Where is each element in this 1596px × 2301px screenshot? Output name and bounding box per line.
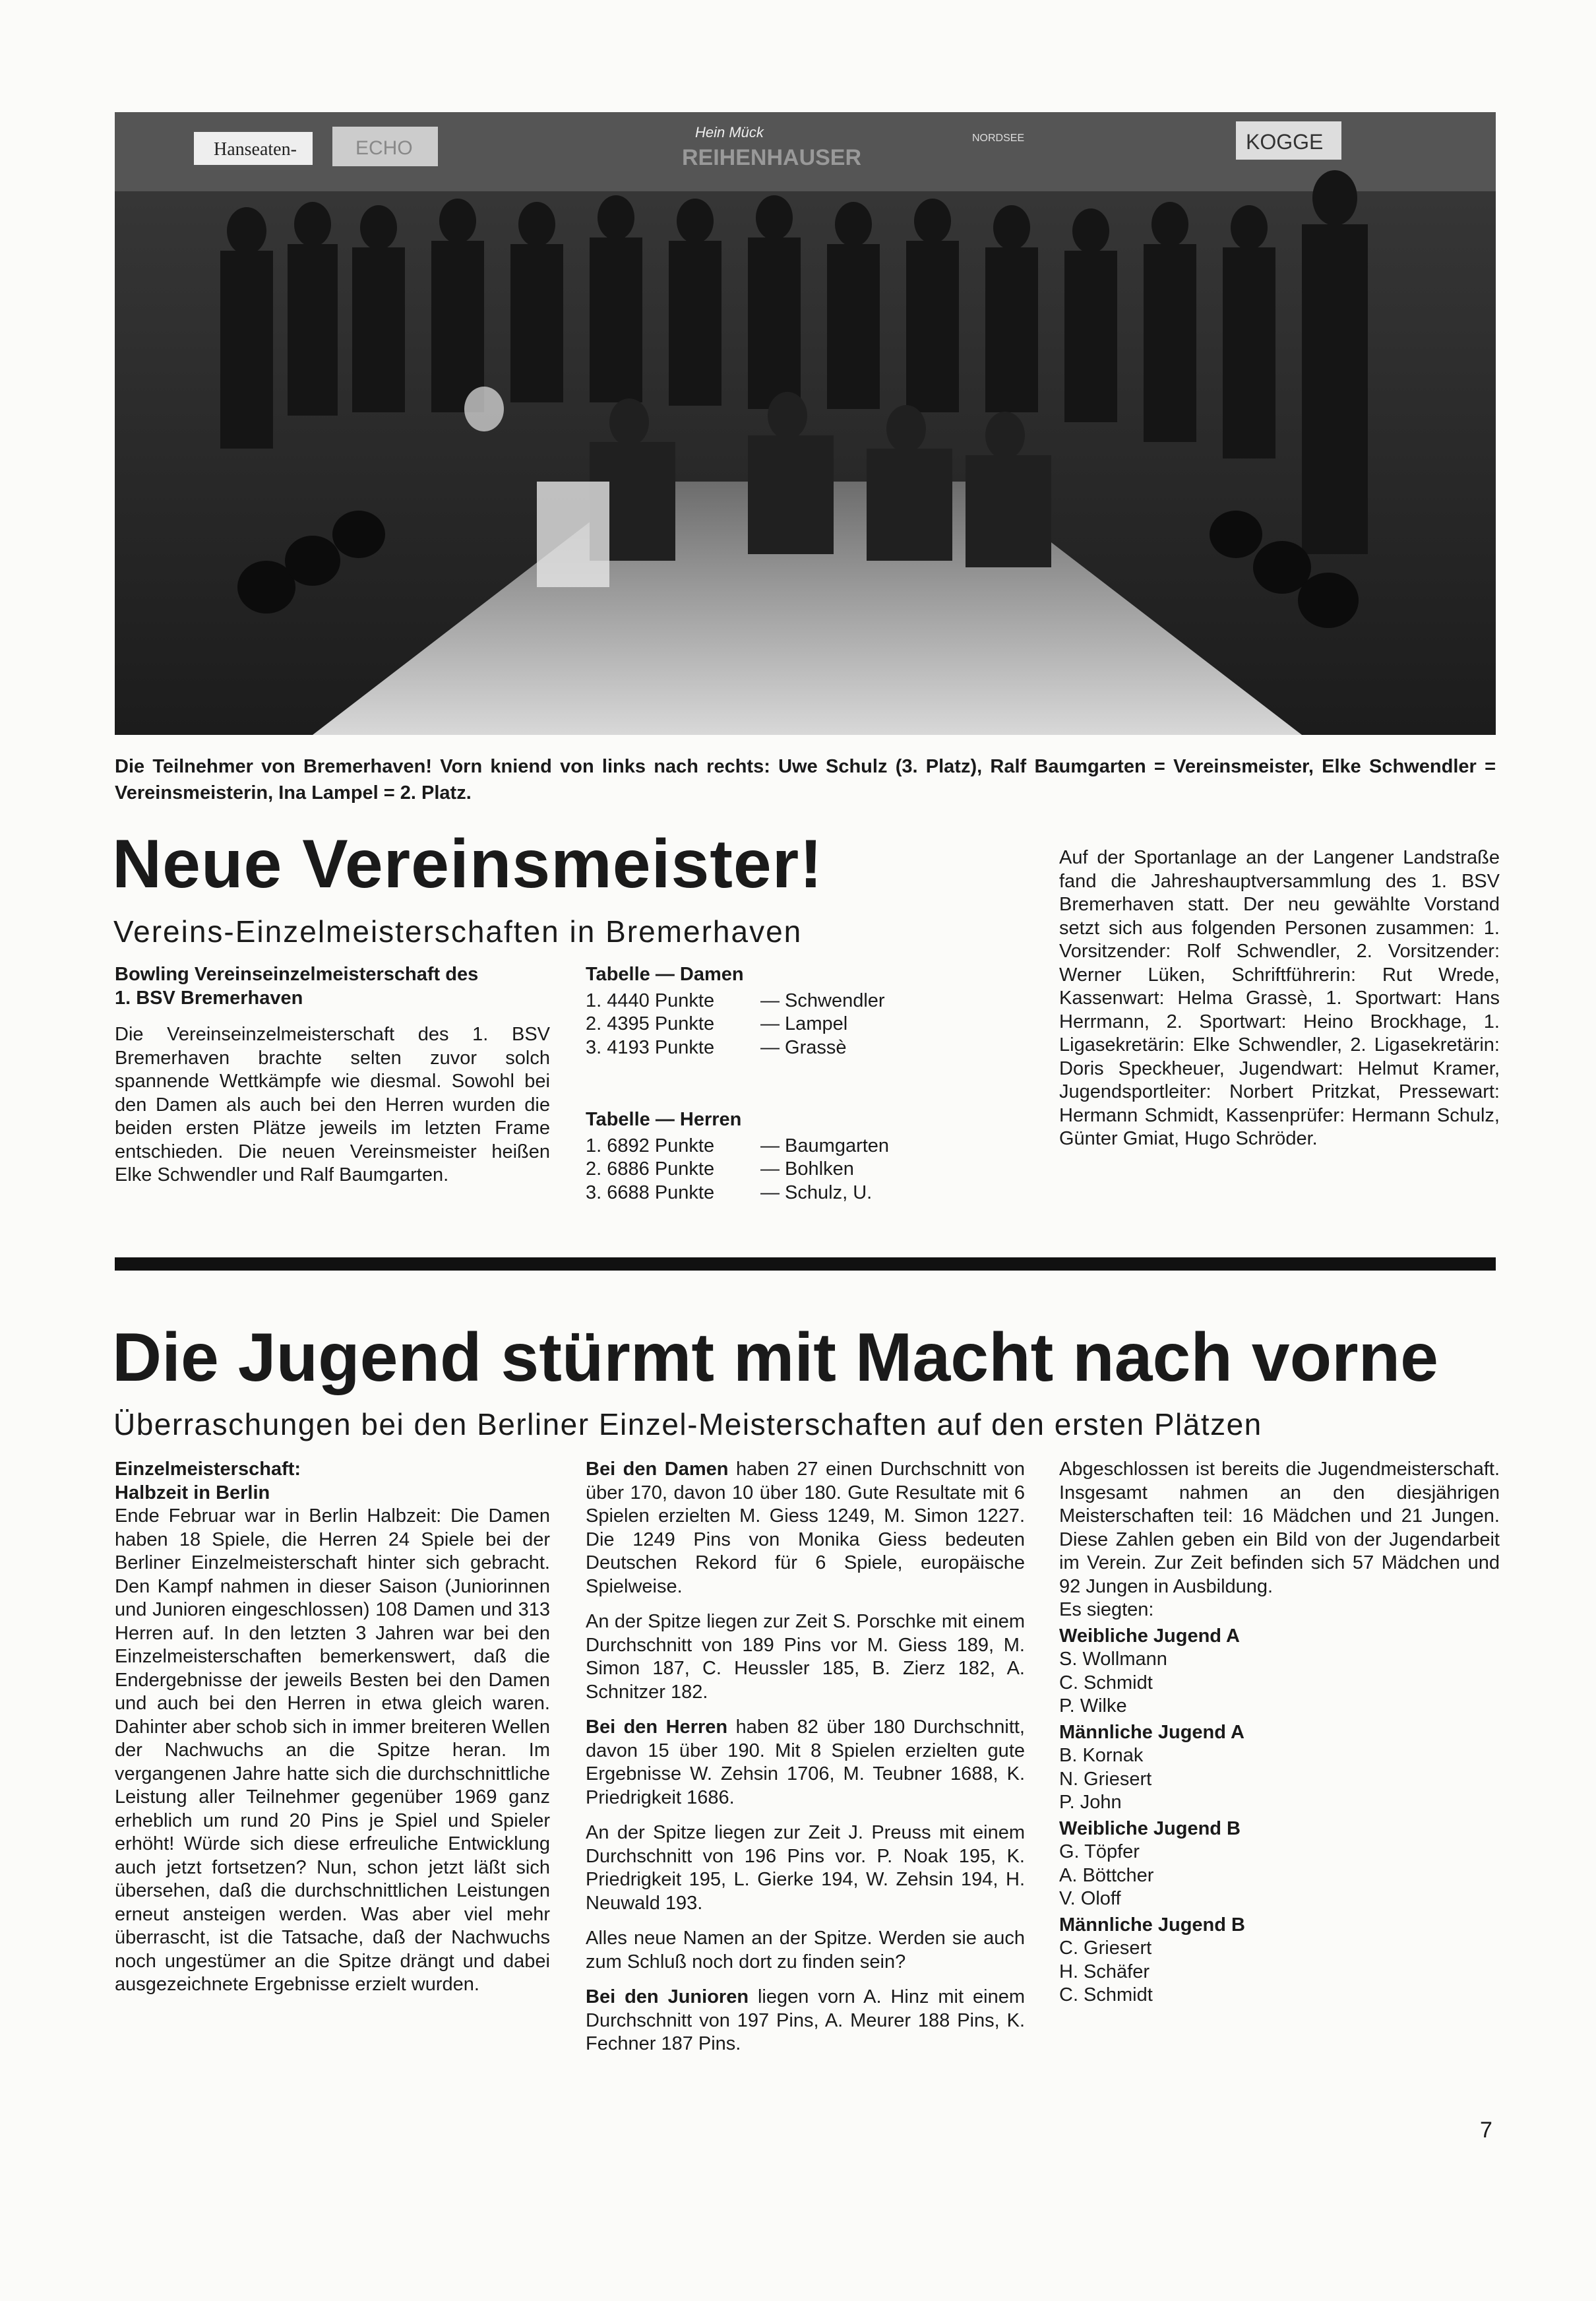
page-number: 7 [1480,2118,1492,2143]
list-item: C. Griesert [1059,1938,1152,1959]
table-points: 2. 4395 Punkte [586,1013,715,1034]
list-item: C. Schmidt [1059,1672,1153,1693]
table-points: 2. 6886 Punkte [586,1158,715,1180]
table-name: — Schwendler [760,990,885,1011]
article1-tables [586,963,955,1205]
paragraph-damen [586,1458,1025,1598]
article2-subtitle: Überraschungen bei den Berliner Einzel-Meisterschaften auf den ersten Plätzen [113,1407,1262,1441]
table-name: — Grassè [760,1036,847,1058]
article2-heading-line1: Einzelmeisterschaft: [115,1459,301,1480]
list-item: H. Schäfer [1059,1961,1150,1982]
table-row [586,1013,955,1036]
list-item: V. Oloff [1059,1888,1121,1909]
table-row [586,1135,955,1158]
article1-board-text: Auf der Sportanlage an der Langener Landstraße fand die Jahreshauptversammlung des 1. BSV Bremerhaven statt. Der neu gewählte Vorstand setzt sich aus folgenden Personen zusammen: 1. Vorsitzender: Rolf Schwendler, 2. Vorsitzender: Werner Lüken, Schriftführerin: Rut Wrede, Kassenwart: Helma Grassè, 1. Sportwart: Hans Herrmann, 2. Sportwart: Heino Brockhage, 1. Ligasekretärin: Elke Schwendler, 2. Ligasekretärin: Doris Speckheuer, Jugendwart: Helmut Kramer, Jugendsportleiter: Norbert Pritzkat, Pressewart: Hermann Schmidt, Kassenprüfer: Hermann Schulz, Günter Gmiat, Hugo Schröder. [1059,847,1500,1149]
sign-echo-text: ECHO [355,137,413,159]
list-item: A. Böttcher [1059,1864,1154,1886]
article2-youth-text: Abgeschlossen ist bereits die Jugendmeisterschaft. Insgesamt nahmen an den diesjährigen Meisterschaften teil: 16 Mädchen und 21 Jungen. Diese Zahlen geben ein Bild von der Jugendarbeit im Verein. Zur Zeit befinden sich 57 Mädchen und 92 Jungen in Ausbildung. [1059,1459,1500,1597]
lead-junioren: Bei den Junioren [586,1986,749,2007]
article1-heading-line1: Bowling Vereinseinzelmeisterschaft des [115,964,479,985]
article2-column-1 [115,1458,550,2009]
winners-label: Es siegten: [1059,1599,1154,1620]
article1-heading-line2: 1. BSV Bremerhaven [115,987,303,1009]
text-damen: haben 27 einen Durchschnitt von über 170, davon 10 über 180. Gute Resultate mit 6 Spielen erzielten M. Giess 1249, M. Simon 1227. Die 1249 Pins von Monika Giess bedeuten Deutschen Rekord für 6 Spiele, europäische Spielweise. [586,1459,1025,1597]
article1-column-1 [115,963,550,1199]
paragraph-herren-spitze: An der Spitze liegen zur Zeit J. Preuss mit einem Durchschnitt von 196 Pins vor. P. Noak 195, K. Priedrigkeit 195, L. Gierke 194, W. Zehsin 194, H. Neuwald 193. [586,1822,1025,1914]
article2-column-2 [586,1458,1025,2068]
section-divider [115,1257,1496,1271]
text-junioren: liegen vorn A. Hinz mit einem Durchschnitt von 197 Pins, A. Meurer 188 Pins, K. Fechner 187 Pins. [586,1986,1025,2054]
table-name: — Lampel [760,1013,848,1034]
table-damen-title: Tabelle — Damen [586,964,744,985]
article1-subtitle: Vereins-Einzelmeisterschaften in Bremerhaven [113,914,803,949]
sign-heinmueck-text: Hein Mück [695,124,764,141]
table-points: 3. 4193 Punkte [586,1036,715,1058]
list-item: N. Griesert [1059,1768,1152,1790]
group-title: Weibliche Jugend B [1059,1817,1241,1839]
article2-column-3 [1059,1458,1500,2007]
paragraph-herren [586,1716,1025,1810]
list-item: G. Töpfer [1059,1841,1140,1862]
table-name: — Baumgarten [760,1135,890,1156]
paragraph-junioren [586,1986,1025,2056]
article1-title: Neue Vereinsmeister! [112,826,823,902]
table-points: 1. 6892 Punkte [586,1135,715,1156]
group-photo-icon [115,112,1496,735]
sign-kogge-text: KOGGE [1246,130,1324,154]
list-item: S. Wollmann [1059,1649,1167,1670]
group-title: Männliche Jugend B [1059,1914,1245,1936]
table-name: — Schulz, U. [760,1182,873,1203]
lead-damen: Bei den Damen [586,1459,729,1480]
article1-column-3 [1059,846,1500,1163]
article2-body: Ende Februar war in Berlin Halbzeit: Die Damen haben 18 Spiele, die Herren 24 Spiele bei der Berliner Einzelmeisterschaft hinter sich gebracht. Den Kampf nahmen in dieser Saison (Juniorinnen und Junioren eingeschlossen) 108 Damen und 313 Herren auf. In den letzten 3 Jahren war bei den Einzelmeisterschaften bemerkenswert, daß die Endergebnisse der jeweils Besten bei den Damen und auch bei den Herren in etwa gleich waren. Dahinter aber schob sich in immer breiteren Wellen der Nachwuchs an die Spitze heran. Im vergangenen Jahre hatte sich die durchschnittliche Leistung aller Teilnehmer gegenüber 1969 ganz erheblich um rund 20 Pins je Spiel und Spieler erhöht! Würde sich diese erfreuliche Entwicklung auch jetzt fortsetzen? Nun, schon jetzt läßt sich übersehen, daß die durchschnittlichen Leistungen erneut ansteigen werden. Was aber viel mehr überrascht, ist die Tatsache, daß der Nachwuchs noch ungestümer an die Spitze drängt und dabei ausgezeichnete Ergebnisse erzielt wurden. [115,1505,550,1995]
table-name: — Bohlken [760,1158,854,1180]
group-title: Weibliche Jugend A [1059,1625,1240,1647]
list-item: P. John [1059,1792,1122,1813]
photo-caption: Die Teilnehmer von Bremerhaven! Vorn kniend von links nach rechts: Uwe Schulz (3. Platz), Ralf Baumgarten = Vereinsmeister, Elke Schwendler = Vereinsmeisterin, Ina Lampel = 2. Platz. [115,756,1496,804]
paragraph-neue-namen: Alles neue Namen an der Spitze. Werden sie auch zum Schluß noch dort zu finden sein? [586,1928,1025,1972]
paragraph-damen-spitze: An der Spitze liegen zur Zeit S. Porschke mit einem Durchschnitt von 189 Pins vor M. Giess 189, M. Simon 187, C. Heussler 185, B. Zierz 182, A. Schnitzer 182. [586,1611,1025,1703]
table-row [586,1036,955,1060]
lead-herren: Bei den Herren [586,1717,728,1738]
list-item: C. Schmidt [1059,1984,1153,2005]
team-photo [115,112,1496,735]
table-points: 1. 4440 Punkte [586,990,715,1011]
text-herren: haben 82 über 180 Durchschnitt, davon 15 über 190. Mit 8 Spielen erzielten gute Ergebnisse W. Zehsin 1706, M. Teubner 1688, K. Priedrigkeit 1686. [586,1717,1025,1808]
sign-reihenhauser-text: REIHENHAUSER [682,145,862,170]
article2-title: Die Jugend stürmt mit Macht nach vorne [112,1319,1438,1396]
sign-hanseaten-text: Hanseaten- [214,139,297,160]
list-item: P. Wilke [1059,1695,1127,1717]
table-row [586,990,955,1013]
table-row [586,1158,955,1182]
table-herren-title: Tabelle — Herren [586,1109,742,1130]
table-row [586,1182,955,1205]
list-item: B. Kornak [1059,1745,1144,1766]
sign-nordsee-text: NORDSEE [972,133,1025,144]
article2-heading-line2: Halbzeit in Berlin [115,1482,270,1503]
article1-body: Die Vereinseinzelmeisterschaft des 1. BSV Bremerhaven brachte selten zuvor solch spannende Wettkämpfe wie diesmal. Sowohl bei den Damen als auch bei den Herren wurden die beiden ersten Plätze jeweils im letzten Frame entschieden. Die neuen Vereinsmeister heißen Elke Schwendler und Ralf Baumgarten. [115,1024,550,1185]
group-title: Männliche Jugend A [1059,1721,1244,1743]
table-points: 3. 6688 Punkte [586,1182,715,1203]
